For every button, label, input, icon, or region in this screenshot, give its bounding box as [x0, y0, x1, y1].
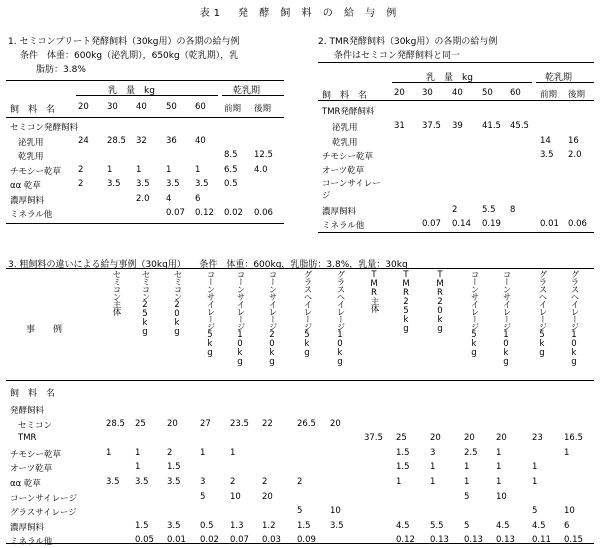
table-cell: 24	[78, 135, 89, 146]
table-cell: 1	[135, 447, 141, 458]
table-cell: 0.06	[254, 208, 273, 218]
table-cell: 0.03	[262, 535, 281, 546]
table-cell: 1.5	[297, 520, 311, 531]
column-header: セミコン主体	[111, 270, 121, 315]
table-cell: 1	[496, 447, 502, 458]
table-cell: 39	[452, 121, 463, 131]
table-cell: 20	[330, 418, 341, 429]
section3-feed-header: 飼 料 名	[10, 389, 56, 399]
table-cell: 2	[297, 477, 303, 487]
table-cell: 1	[464, 462, 470, 473]
table-cell: 2.0	[568, 150, 582, 160]
column-header: グラスヘイレージ5kg	[537, 270, 547, 357]
table-cell: 16.5	[564, 433, 583, 444]
row-label: セミコン発酵飼料	[10, 123, 79, 133]
column-header: コーンサイレージ10kg	[235, 270, 245, 366]
column-header: 30	[107, 102, 118, 112]
table-cell: 5.5	[430, 520, 444, 531]
table-cell: 1	[106, 447, 112, 458]
table-cell: 0.12	[396, 535, 415, 546]
table-cell: 4	[166, 193, 172, 204]
column-header: セミコン25kg	[140, 270, 150, 336]
table-cell: 45.5	[510, 121, 529, 131]
table-title: 表1 発 酵 飼 料 の 給 与 例	[199, 8, 401, 19]
column-header: 前期	[224, 104, 242, 114]
table-cell: 6	[195, 193, 201, 204]
table-cell: 27	[200, 418, 211, 429]
column-header: 60	[195, 102, 206, 112]
table-cell: 28.5	[106, 418, 125, 429]
row-label: チモシー乾草	[322, 152, 374, 162]
section3-case-header: 事 例	[26, 325, 63, 335]
table-cell: 25	[396, 433, 407, 444]
table-cell: 5	[297, 506, 303, 517]
table-cell: 1.2	[262, 520, 276, 531]
row-label: セミコン	[18, 420, 53, 431]
column-header: 60	[510, 88, 521, 98]
table-cell: 4.5	[496, 520, 510, 531]
column-header: 50	[482, 88, 493, 98]
table-cell: 6.5	[224, 164, 238, 175]
table-cell: 0.13	[496, 535, 515, 546]
table-cell: 0.5	[200, 520, 214, 531]
table-cell: 1	[564, 447, 570, 458]
column-header: TMR主体	[369, 270, 379, 312]
table-cell: 1	[135, 462, 141, 473]
table-cell: 10	[564, 506, 575, 517]
section2-dry-header: 乾乳期	[545, 73, 573, 83]
table-cell: 5.5	[482, 205, 496, 215]
table-cell: 4.0	[254, 164, 268, 175]
column-header: コーンサイレージ5kg	[469, 270, 479, 357]
column-header: グラスヘイレージ5kg	[302, 270, 312, 357]
row-label: オーツ乾草	[322, 166, 365, 176]
row-label: 濃厚飼料	[10, 522, 45, 533]
table-cell: 4.5	[396, 520, 410, 531]
table-cell: 5	[464, 520, 470, 531]
table-cell: 1.5	[167, 462, 181, 473]
row-label: 濃厚飼料	[322, 207, 357, 217]
column-header: グラスヘイレージ10kg	[335, 270, 345, 366]
row-label: 泌乳用	[332, 123, 358, 133]
table-cell: 20	[496, 433, 507, 444]
row-label: 泌乳用	[18, 137, 44, 148]
table-cell: 2	[78, 179, 84, 189]
table-cell: 2.5	[464, 447, 478, 458]
column-header: 前期	[540, 90, 558, 100]
section1-heading: 1. セミコンプリート発酵飼料（30kg用）の各期の給与例	[8, 37, 240, 47]
table-cell: 20	[464, 433, 475, 444]
table-cell: 3.5	[136, 179, 150, 189]
column-header: 20	[394, 88, 405, 98]
table-cell: 5	[532, 506, 538, 517]
row-label: TMR	[18, 433, 37, 444]
table-cell: 2	[167, 447, 173, 458]
table-cell: 14	[540, 136, 551, 146]
table-cell: 0.02	[200, 535, 219, 546]
table-cell: 0.19	[482, 219, 501, 229]
table-cell: 23.5	[230, 418, 249, 429]
section2-feed-header: 飼 料 名	[322, 91, 368, 101]
row-label: グラスサイレージ	[10, 508, 77, 519]
table-cell: 3.5	[167, 477, 181, 487]
table-cell: 20	[430, 433, 441, 444]
table-cell: 10	[496, 491, 507, 502]
table-cell: 1.5	[135, 520, 149, 531]
column-header: コーンサイレージ5kg	[205, 270, 215, 357]
section2-milk-header: 乳 量 kg	[426, 73, 473, 83]
column-header: 後期	[568, 90, 586, 100]
table-cell: 1	[195, 164, 201, 175]
table-cell: 1	[496, 462, 502, 473]
table-cell: 3.5	[540, 150, 554, 160]
table-cell: 20	[167, 418, 178, 429]
column-header: コーンサイレージ10kg	[501, 270, 511, 366]
table-cell: 1	[532, 462, 538, 473]
table-cell: 0.01	[540, 219, 559, 229]
table-cell: 36	[166, 135, 177, 146]
table-cell: 0.14	[452, 219, 471, 229]
table-cell: 2	[230, 477, 236, 487]
table-cell: 40	[195, 135, 206, 146]
row-label: ミネラル他	[10, 210, 53, 220]
table-cell: 4.5	[532, 520, 546, 531]
table-cell: 0.01	[167, 535, 186, 546]
column-header: 後期	[254, 104, 272, 114]
table-cell: 1.5	[396, 447, 410, 458]
table-cell: 8	[510, 205, 516, 215]
table-cell: 28.5	[107, 135, 126, 146]
table-cell: 22	[262, 418, 273, 429]
table-cell: 10	[330, 506, 341, 517]
section1-condition-line2: 脂肪：3.8%	[36, 65, 86, 75]
table-cell: 0.07	[422, 219, 441, 229]
table-cell: 41.5	[482, 121, 501, 131]
table-cell: 3.5	[106, 477, 120, 487]
table-cell: 1	[396, 477, 402, 487]
table-cell: 1	[136, 164, 142, 175]
row-label: αα 乾草	[10, 181, 41, 191]
row-label: ミネラル他	[322, 221, 365, 231]
table-cell: 0.5	[224, 179, 238, 189]
column-header: TMR25kg	[401, 270, 411, 333]
column-header: 40	[136, 102, 147, 112]
table-cell: 0.15	[564, 535, 583, 546]
table-cell: 2.0	[136, 193, 150, 204]
section1-dry-header: 乾乳期	[233, 86, 261, 96]
table-cell: 0.12	[195, 208, 214, 218]
table-cell: 0.07	[230, 535, 249, 546]
column-header: TMR20kg	[435, 270, 445, 333]
table-cell: 6	[564, 520, 570, 531]
table-cell: 3.5	[107, 179, 121, 189]
table-cell: 31	[394, 121, 405, 131]
column-header: 20	[78, 102, 89, 112]
table-cell: 1	[430, 477, 436, 487]
section2-heading: 2. TMR発酵飼料（30kg用）の各期の給与例	[318, 37, 498, 47]
table-cell: 0.13	[464, 535, 483, 546]
row-label: 乾乳用	[18, 152, 44, 162]
section1-milk-header: 乳 量 kg	[108, 86, 155, 96]
table-cell: 1	[166, 164, 172, 175]
table-cell: 16	[568, 136, 579, 146]
table-cell: 37.5	[422, 121, 441, 131]
table-cell: 0.07	[166, 208, 185, 218]
row-label: 乾乳用	[332, 138, 358, 148]
table-cell: 1	[430, 462, 436, 473]
table-cell: 23	[532, 433, 543, 444]
table-cell: 20	[262, 491, 273, 502]
section2-condition: 条件はセミコン発酵飼料と同一	[334, 51, 461, 61]
table-cell: 1.3	[230, 520, 244, 531]
row-label: オーツ乾草	[10, 464, 53, 475]
table-cell: 25	[135, 418, 146, 429]
column-header: 30	[422, 88, 433, 98]
column-header: グラスヘイレージ10kg	[569, 270, 579, 366]
table-cell: 37.5	[364, 433, 383, 444]
section1-feed-header: 飼 料 名	[10, 105, 56, 115]
table-cell: 12.5	[254, 150, 273, 160]
column-header: 50	[166, 102, 177, 112]
table-cell: 1	[496, 477, 502, 487]
table-cell: 1	[464, 477, 470, 487]
table-cell: 2	[262, 477, 268, 487]
table-cell: 2	[452, 205, 458, 215]
table-cell: 3.5	[330, 520, 344, 531]
row-label: TMR発酵飼料	[322, 107, 375, 117]
table-cell: 3	[430, 447, 436, 458]
table-cell: 0.05	[135, 535, 154, 546]
table-cell: 0.11	[532, 535, 551, 546]
column-header: 40	[452, 88, 463, 98]
row-label: 発酵飼料	[10, 406, 45, 416]
table-cell: 3	[200, 477, 206, 487]
table-cell: 1	[532, 477, 538, 487]
table-cell: 8.5	[224, 150, 238, 160]
table-cell: 5	[464, 491, 470, 502]
table-cell: 1	[107, 164, 113, 175]
table-cell: 3.5	[166, 179, 180, 189]
table-cell: 0.06	[568, 219, 587, 229]
row-label: チモシー乾草	[10, 166, 62, 177]
row-label: チモシー乾草	[10, 449, 62, 460]
row-label: αα 乾草	[10, 479, 41, 489]
row-label: コーンサイレージ	[322, 179, 381, 201]
table-cell: 0.09	[297, 535, 316, 546]
section3-heading: 3. 粗飼料の違いによる給与事例（30kg用） 条件 体重：600kg，乳脂肪：3.8%，乳量：30kg	[8, 260, 408, 270]
table-cell: 0.13	[430, 535, 449, 546]
row-label: ミネラル他	[10, 537, 53, 548]
table-cell: 3.5	[195, 179, 209, 189]
table-cell: 1	[200, 447, 206, 458]
column-header: セミコン20kg	[172, 270, 182, 336]
table-cell: 2	[78, 164, 84, 175]
table-cell: 26.5	[297, 418, 316, 429]
table-cell: 1.5	[396, 462, 410, 473]
table-cell: 3.5	[167, 520, 181, 531]
table-cell: 0.02	[224, 208, 243, 218]
row-label: コーンサイレージ	[10, 493, 78, 504]
table-cell: 1	[230, 447, 236, 458]
row-label: 濃厚飼料	[10, 195, 45, 206]
column-header: コーンサイレージ20kg	[267, 270, 277, 366]
table-cell: 3.5	[135, 477, 149, 487]
section1-condition-line1: 条件 体重：600kg（泌乳期），650kg（乾乳期），乳	[20, 51, 239, 61]
table-cell: 5	[200, 491, 206, 502]
table-cell: 32	[136, 135, 147, 146]
table-cell: 10	[230, 491, 241, 502]
